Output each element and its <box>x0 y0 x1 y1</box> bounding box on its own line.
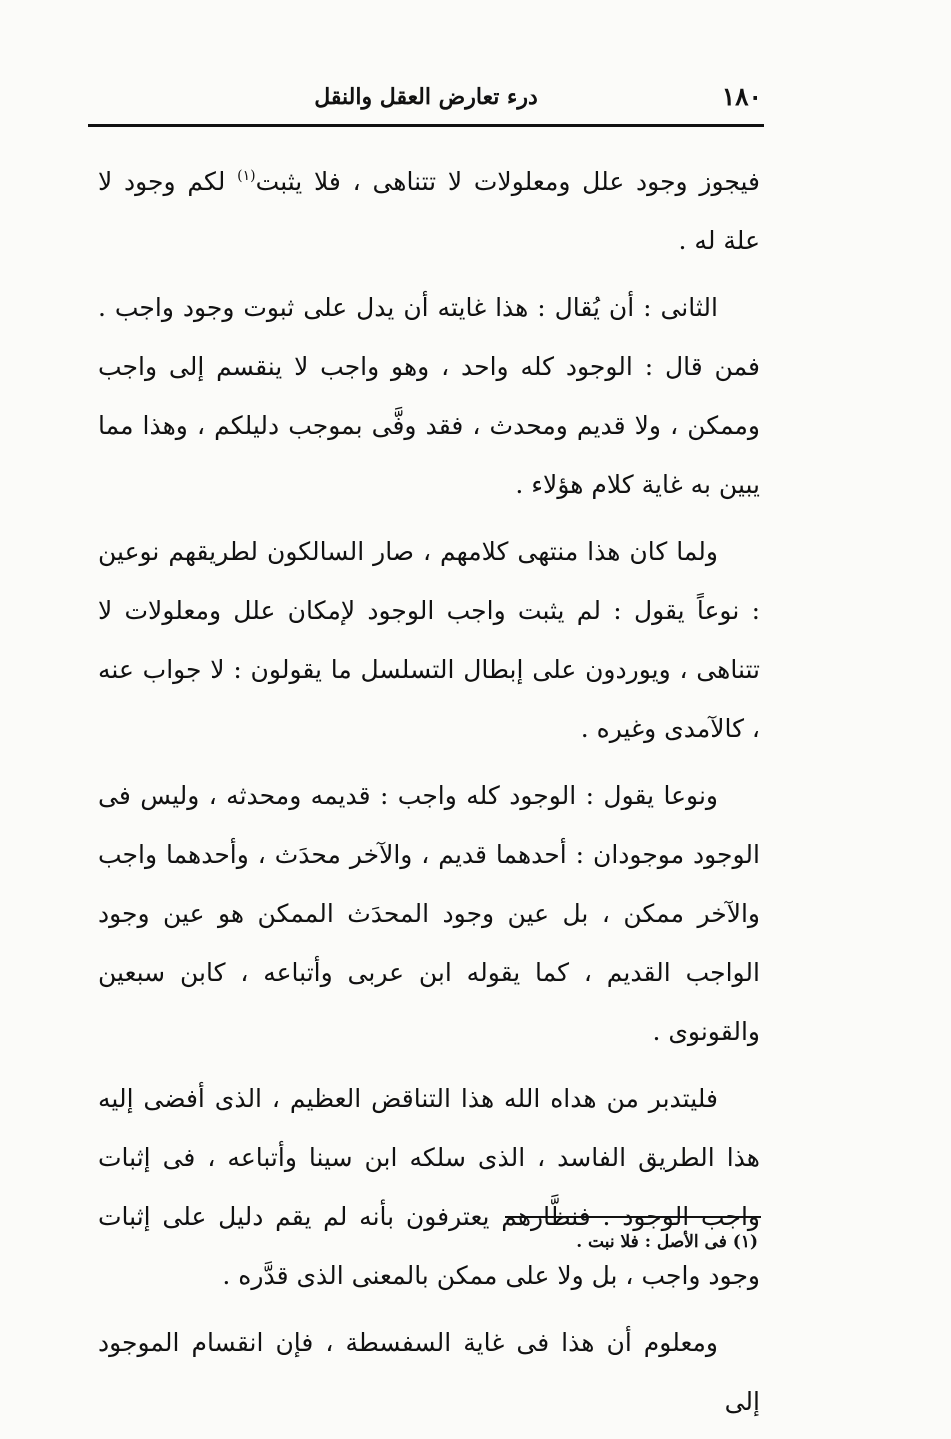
page-header <box>90 78 762 122</box>
footnote-rule <box>505 1216 761 1218</box>
paragraph-5: فليتدبر من هداه الله هذا التناقض العظيم ، الذى أفضى إليه هذا الطريق الفاسد ، الذى سلكه ابن سينا وأتباعه ، فى إثبات واجب الوجود . فنظَّارهم يعترفون بأنه لم يقم دليل على إثبات وجود واجب ، بل ولا على ممكن بالمعنى الذى قدَّره . <box>98 1084 760 1290</box>
paragraph-4: ونوعا يقول : الوجود كله واجب : قديمه ومحدثه ، وليس فى الوجود موجودان : أحدهما قديم ، والآخر محدَث ، وأحدهما واجب والآخر ممكن ، بل عين وجود المحدَث الممكن هو عين وجود الواجب القديم ، كما يقوله ابن عربى وأتباعه ، كابن سبعين والقونوى . <box>98 781 760 1046</box>
footnote: (١) فى الأصل : فلا نبت . <box>576 1232 758 1252</box>
paragraph-1 <box>98 152 760 270</box>
running-title: درء تعارض العقل والنقل <box>314 84 538 110</box>
footnote-marker: (١) <box>237 168 256 184</box>
paragraph-1-text-end: لكم وجود لا علة له . <box>98 167 760 255</box>
paragraph-6: ومعلوم أن هذا فى غاية السفسطة ، فإن انقسام الموجود إلى <box>98 1328 760 1416</box>
header-rule <box>88 124 764 127</box>
paragraph-2: الثانى : أن يُقال : هذا غايته أن يدل على ثبوت وجود واجب . فمن قال : الوجود كله واحد ، وهو واجب لا ينقسم إلى واجب وممكن ، ولا قديم ومحدث ، فقد وفَّى بموجب دليلكم ، وهذا مما يبين به غاية كلام هؤلاء . <box>98 293 760 499</box>
page-number: ١٨٠ <box>721 82 762 111</box>
paragraph-3: ولما كان هذا منتهى كلامهم ، صار السالكون لطريقهم نوعين : نوعاً يقول : لم يثبت واجب الوجود لإمكان علل ومعلولات لا تتناهى ، ويوردون على إبطال التسلسل ما يقولون : لا جواب عنه ، كالآمدى وغيره . <box>98 537 760 743</box>
paragraph-1-text-start: فيجوز وجود علل ومعلولات لا تتناهى ، فلا يثبت <box>255 167 760 196</box>
